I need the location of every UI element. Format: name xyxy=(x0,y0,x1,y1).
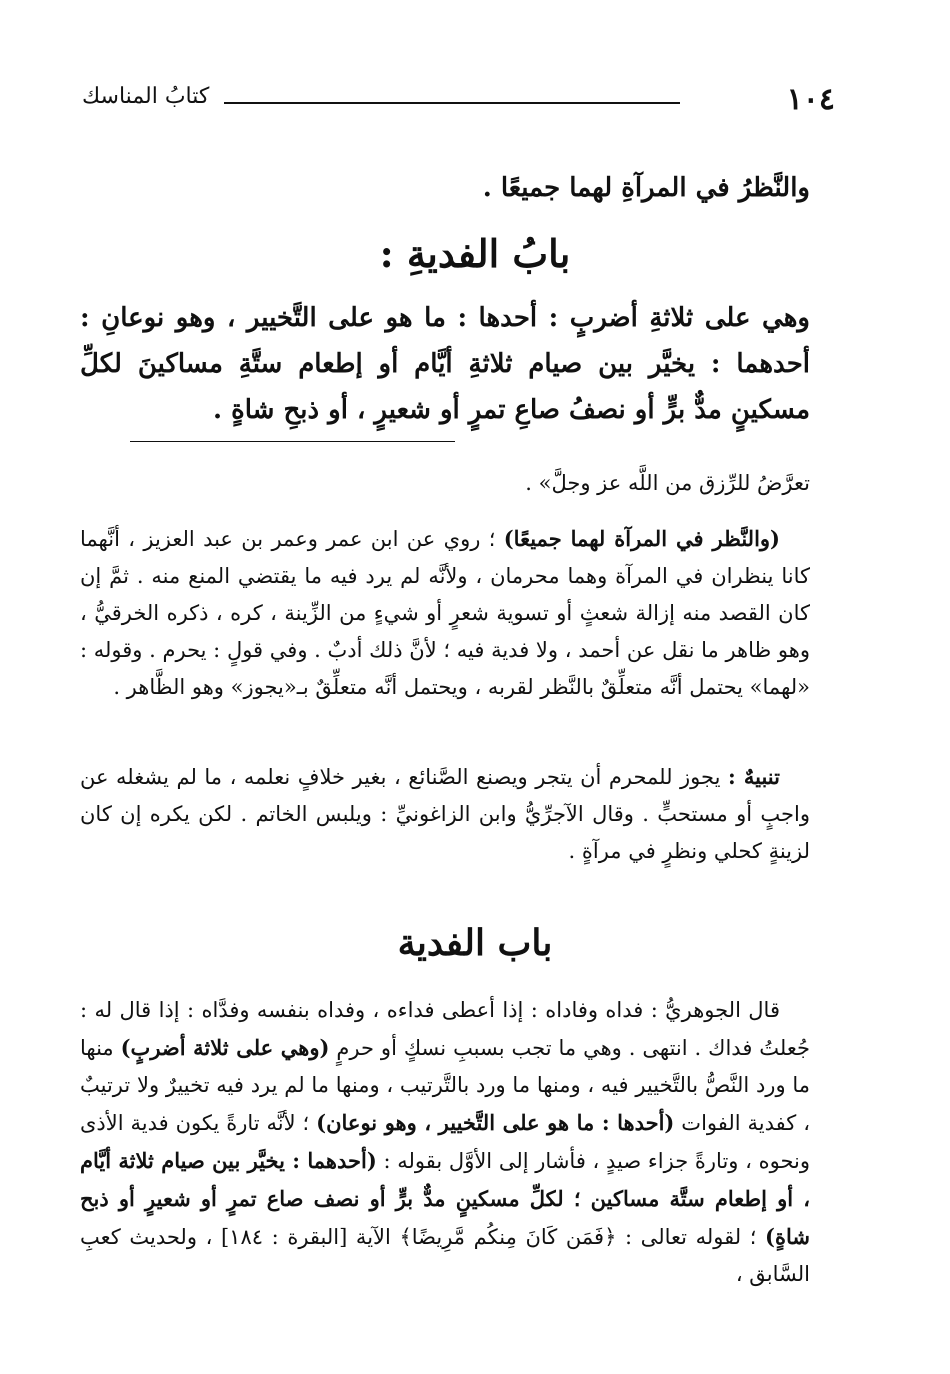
sharh-heading: باب الفدية xyxy=(397,922,553,964)
sharh-text: منها ما ورد النَّصُّ بالتَّخيير فيه ، ومنها ما ورد بالتَّرتيب ، ومنها ما لم يرد فيه تخييرٌ ولا ترتيبٌ ، كفدية الفوات xyxy=(80,1036,810,1135)
sharh-paragraph-nazar xyxy=(80,520,810,706)
matn-quote: (أحدهما : يخيَّر بين صيام ثلاثة أيَّام ، أو إطعام ستَّة مساكين ؛ لكلِّ مسكينٍ مدٌّ برٍّ أو نصف صاع تمرٍ أو شعيرٍ أو ذبح شاةٍ) xyxy=(80,1148,810,1249)
page-number: ١٠٤ xyxy=(786,82,835,117)
header-rule xyxy=(224,102,680,104)
book-title: كتابُ المناسك xyxy=(82,84,210,109)
matn-quote: (والنَّظر في المرآة لهما جميعًا) xyxy=(503,526,780,551)
matn-quote: (وهي على ثلاثة أضربٍ) xyxy=(120,1035,330,1060)
sharh-text: ؛ لقوله تعالى : ﴿فَمَن كَانَ مِنكُم مَّرِيضًا﴾ الآية [البقرة : ١٨٤] ، ولحديث كعبِ السَّابق ، xyxy=(80,1225,810,1286)
sharh-text: ؛ لأنَّه تارةً يكون فدية الأذى ونحوه ، وتارةً جزاء صيدٍ ، فأشار إلى الأوَّل بقوله : xyxy=(80,1111,810,1173)
footnote-rule xyxy=(130,441,455,442)
tanbih-label: تنبيهٌ : xyxy=(727,764,780,789)
matn-quote: (أحدها : ما هو على التَّخيير ، وهو نوعان) xyxy=(316,1110,675,1135)
sharh-text: ؛ روي عن ابن عمر وعمر بن عبد العزيز ، أنَّهما كانا ينظران في المرآة وهما محرمان ، ولأنَّه لم يرد فيه ما يقتضي المنع منه . ثمَّ إن كان القصد منه إزالة شعثٍ أو تسوية شعرٍ أو شيءٍ من الزِّينة ، كره ، ذكره الخرقيُّ ، وهو ظاهر ما نقل عن أحمد ، ولا فدية فيه ؛ لأنَّ ذلك أدبٌ . وفي قولٍ : يحرم . وقوله : «لهما» يحتمل أنَّه متعلِّقٌ بالنَّظر لقربه ، ويحتمل أنَّه متعلِّقٌ بـ«يجوز» وهو الظَّاهر . xyxy=(80,527,810,699)
matn-paragraph: وهي على ثلاثةِ أضربٍ : أحدها : ما هو على التَّخيير ، وهو نوعانِ : أحدهما : يخيَّر بين صيام ثلاثةِ أيَّام أو إطعام ستَّةِ مساكينَ لكلِّ مسكينٍ مدٌّ برٍّ أو نصفُ صاعِ تمرٍ أو شعيرٍ ، أو ذبحِ شاةٍ . xyxy=(80,303,810,425)
sharh-text: قال الجوهريُّ : فداه وفاداه : إذا أعطى فداءه ، وفداه بنفسه وفدَّاه : إذا قال له : جُعلتُ فداك . انتهى . وهي ما تجب بسببِ نسكٍ أو حرمٍ xyxy=(80,998,810,1060)
sharh-paragraph-fidya xyxy=(80,992,810,1293)
matn-line: والنَّظرُ في المرآةِ لهما جميعًا . xyxy=(482,173,810,203)
sharh-continuation: تعرَّضُ للرِّزق من اللَّه عز وجلَّ» . xyxy=(525,471,810,495)
sharh-paragraph-tanbih xyxy=(80,758,810,870)
sharh-text: يجوز للمحرم أن يتجر ويصنع الصَّنائع ، بغير خلافٍ نعلمه ، ما لم يشغله عن واجبٍ أو مستحبٍّ . وقال الآجرِّيُّ وابن الزاغونيِّ : ويلبس الخاتم . لكن يكره إن كان لزينةٍ كحلي ونظرٍ في مرآةٍ . xyxy=(80,765,810,863)
page-header xyxy=(82,82,835,117)
matn-heading: بابُ الفديةِ : xyxy=(379,231,571,276)
